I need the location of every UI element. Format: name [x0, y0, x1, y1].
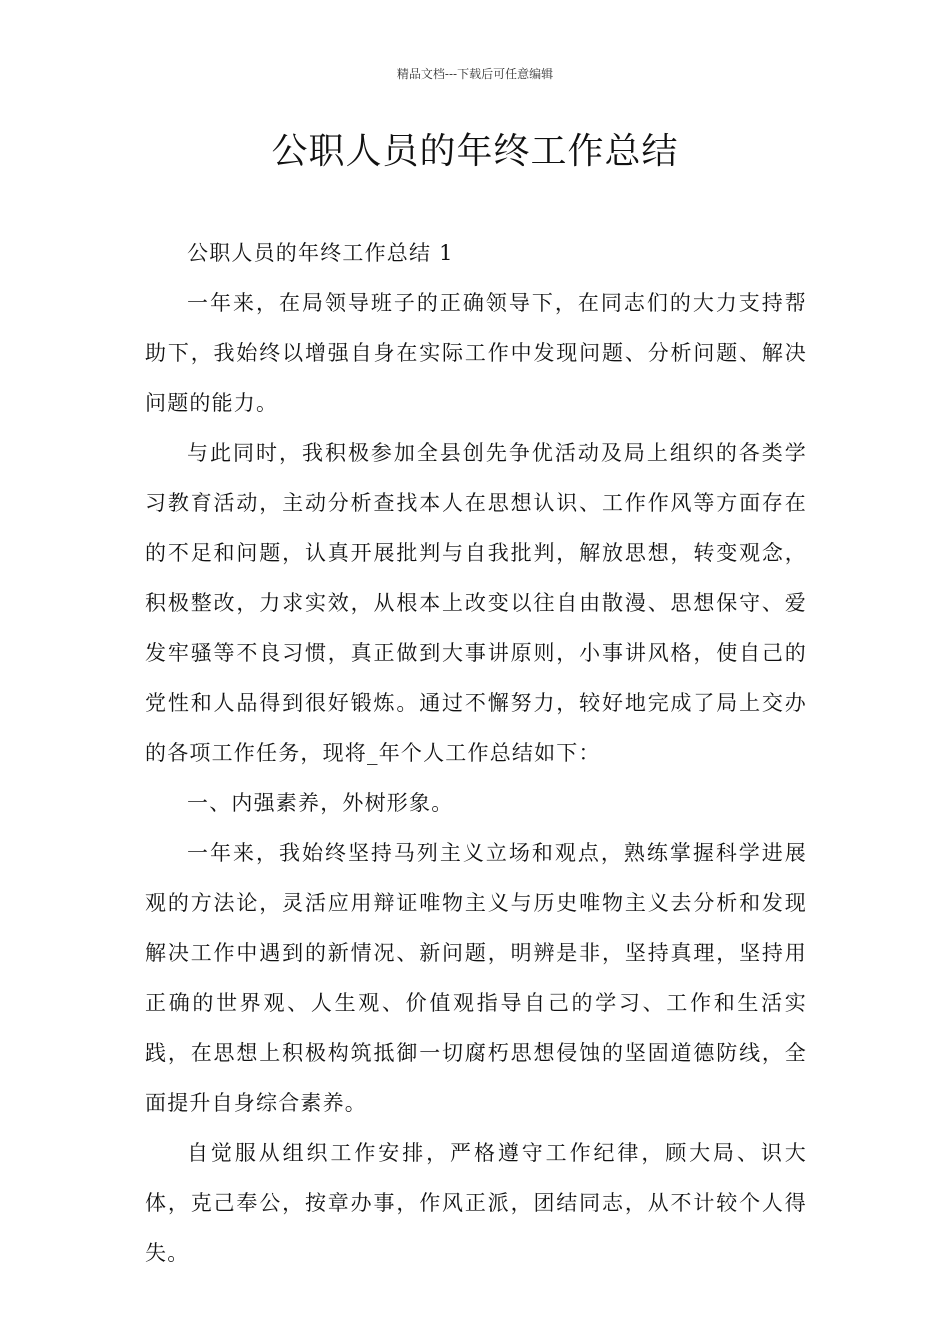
- paragraph-2: 与此同时，我积极参加全县创先争优活动及局上组织的各类学习教育活动，主动分析查找本人在思想认识、工作作风等方面存在的不足和问题，认真开展批判与自我批判，解放思想，转变观念，积极整改，力求实效，从根本上改变以往自由散漫、思想保守、爱发牢骚等不良习惯，真正做到大事讲原则，小事讲风格，使自己的党性和人品得到很好锻炼。通过不懈努力，较好地完成了局上交办的各项工作任务，现将_年个人工作总结如下：: [145, 441, 807, 765]
- section-heading: 公职人员的年终工作总结 1: [187, 241, 454, 265]
- header-note: 精品文档---下载后可任意编辑: [396, 67, 554, 81]
- paragraph-3: 一年来，我始终坚持马列主义立场和观点，熟练掌握科学进展观的方法论，灵活应用辩证唯物主义与历史唯物主义去分析和发现解决工作中遇到的新情况、新问题，明辨是非，坚持真理，坚持用正确的世界观、人生观、价值观指导自己的学习、工作和生活实践，在思想上积极构筑抵御一切腐朽思想侵蚀的坚固道德防线，全面提升自身综合素养。: [145, 841, 807, 1115]
- paragraph-1: 一年来，在局领导班子的正确领导下，在同志们的大力支持帮助下，我始终以增强自身在实际工作中发现问题、分析问题、解决问题的能力。: [145, 291, 807, 415]
- paragraph-4: 自觉服从组织工作安排，严格遵守工作纪律，顾大局、识大体，克己奉公，按章办事，作风正派，团结同志，从不计较个人得失。: [145, 1141, 807, 1265]
- subheading-1: 一、内强素养，外树形象。: [187, 791, 454, 815]
- document-title: 公职人员的年终工作总结: [271, 131, 679, 172]
- document-body: [145, 228, 807, 1278]
